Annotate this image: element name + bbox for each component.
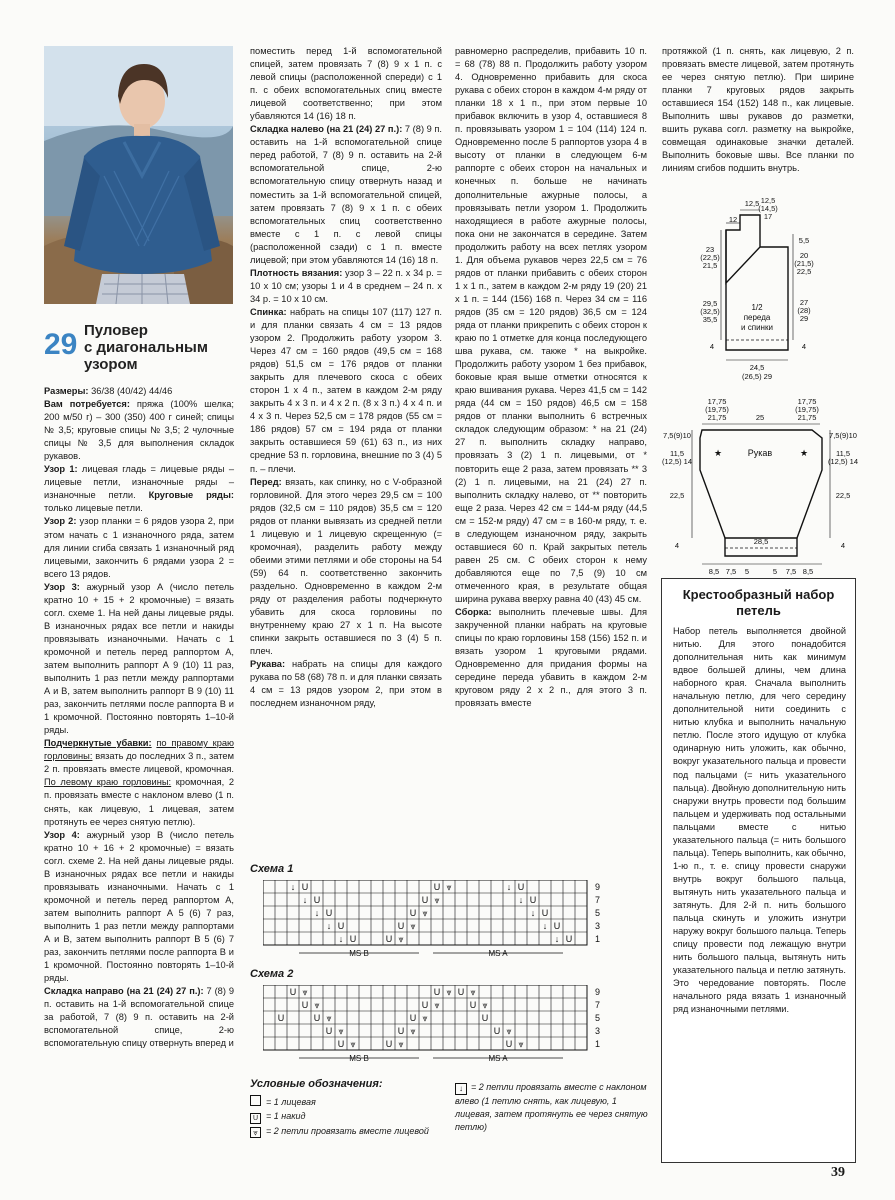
body-left-2b: (32,5) (700, 307, 720, 316)
yarn-over-mark: U (493, 1026, 501, 1036)
yarn-over-mark: U (289, 987, 297, 997)
sleeve-pattern-diagram (662, 398, 858, 578)
chart-row-number: 7 (595, 1000, 601, 1010)
yarn-over-mark: U (553, 921, 561, 931)
decrease-mark: ↓ (302, 895, 308, 905)
decrease-mark: ↓ (554, 934, 560, 944)
sleeve-top-left-b: (19,75) (705, 405, 729, 414)
decrease-mark: ⩔ (398, 934, 404, 944)
sleeve-left-b2: (12,5) 14 (662, 457, 693, 466)
rapport-b-label: MS B (349, 1054, 369, 1063)
rapport-a-label: MS A (488, 1054, 508, 1063)
col1-paragraph: Узор 3: ажурный узор А (число петель кратно 10 + 15 + 2 кромочные) = вязать согл. схеме 1. На ней даны лицевые ряды. В изнаночных рядах все петли и накиды провязывать изнаночными. Начать с 1 кромочной и петель перед раппортом А, затем выполнить раппорт А 9 (10) 11 раз, выполнить 1 раз петли между раппортами А и В, затем выполнить раппорт В 9 (10) 11 раз, закончить петлями после раппорта В и 1 кромочной. Постоянно повторять 1–10-й ряды. (44, 581, 234, 736)
col1-paragraph: Узор 1: лицевая гладь = лицевые ряды – лицевые петли, изнаночные ряды – изнаночные петли. Круговые ряды: только лицевые петли. (44, 464, 234, 514)
col2-paragraph: поместить перед 1-й вспомогательной спицей, затем провязать 7 (8) 9 х 1 п. с левой спицы (расположенной спереди) с 1 п. с обеих вспомогательных спиц вместе лицевой соответственно; при этом убавляются 14 (16) 18 п. (250, 46, 442, 122)
body-bottom-b: (26,5) 29 (741, 372, 773, 381)
yarn-over-mark: U (301, 882, 309, 892)
schema-1-chart (263, 880, 608, 965)
yarn-over-mark: U (505, 1039, 513, 1049)
body-left-1a: 23 (705, 245, 715, 254)
body-right-3b: (28) (797, 306, 811, 315)
yarn-over-mark: U (313, 895, 321, 905)
col1-paragraph: Подчеркнутые убавки: по правому краю горловины: вязать до последних 3 п., затем 2 п. провязать вместе лицевой, кромочная. По левому краю горловины: кромочная, 2 п. провязать вместе с наклоном влево (1 п. снять, как лицевую, 1 лицевая, затем протянуть ее через снятую петлю). (44, 738, 235, 827)
text-column-4 (662, 45, 854, 175)
legend-right (455, 1081, 650, 1134)
legend-k2tog: = 2 петли провязать вместе лицевой (266, 1126, 429, 1136)
sleeve-left-d: 4 (674, 541, 680, 550)
legend-ssk: = 2 петли провязать вместе с наклоном влево (1 петлю снять, как лицевую, 1 лицевая, затем протянуть ее через снятую петлю) (455, 1082, 648, 1132)
col2-paragraph: Складка налево (на 21 (24) 27 п.): 7 (8) 9 п. оставить на 1-й вспомогательной спице перед работой, 7 (8) 9 п. оставить на 2-й вспомогательной спице, 2-ю вспомогательную спицу отвернуть назад и поместить за 1-й вспомогательной спицей, затем провязать 7 (8) 9 х 1 п. с обеих вспомогательных спиц соответственно вместе с 1 п. с левой спицы (расположенной сзади) с 1 п. вместе лицевой; при этом убавляются 14 (16) 18 п. (250, 124, 443, 265)
sleeve-right-b2: (12,5) 14 (827, 457, 858, 466)
col2-paragraph: Плотность вязания: узор 3 – 22 п. х 34 р. = 10 х 10 см; узоры 1 и 4 в среднем – 24 п. х 34 р. = 10 х 10 см. (250, 267, 442, 304)
decrease-mark: ↓ (542, 921, 548, 931)
sleeve-right-b1: 11,5 (835, 449, 851, 458)
sleeve-left-c: 22,5 (669, 491, 685, 500)
decrease-mark: ↓ (326, 921, 332, 931)
col1-paragraph: Размеры: 36/38 (40/42) 44/46 (44, 386, 173, 396)
sleeve-left-a: 7,5(9)10 (663, 431, 691, 440)
chart-row-number: 9 (595, 882, 601, 892)
sleeve-seg-5: 7,5 (785, 567, 797, 576)
body-piece-label: 1/2 переда и спинки (741, 303, 773, 332)
rapport-b-label: MS B (349, 949, 369, 958)
rapport-a-label: MS A (488, 949, 508, 958)
sleeve-seg-3: 5 (744, 567, 750, 576)
body-top-left: 12 (728, 215, 738, 224)
yarn-over-mark: U (433, 987, 441, 997)
body-right-2b: (21,5) (794, 259, 814, 268)
chart-row-number: 1 (595, 934, 601, 944)
sleeve-seg-4: 5 (772, 567, 778, 576)
col2-paragraph: Рукава: набрать на спицы для каждого рукава по 58 (68) 78 п. и для планки связать 4 см = 13 рядов узором 2, при этом в последнем изнаночном ряду, (250, 659, 442, 709)
decrease-mark: ⩔ (398, 1039, 404, 1049)
legend-left (250, 1095, 460, 1138)
chart-row-number: 5 (595, 1013, 601, 1023)
sleeve-top-right-b: (19,75) (795, 405, 819, 414)
schema-1-title: Схема 1 (250, 863, 294, 875)
col1-paragraph: Складка направо (на 21 (24) 27 п.): 7 (8) 9 п. оставить на 1-й вспомогательной спице за работой, 7 (8) 9 п. оставить на 2-й вспомогательной спице, 2-ю вспомогательную спицу отвернуть вперед и (44, 986, 234, 1049)
sleeve-left-b1: 11,5 (669, 449, 685, 458)
col2-paragraph: Спинка: набрать на спицы 107 (117) 127 п. и для планки связать 4 см = 13 рядов узором 2. Продолжить работу узором 3. Через 47 см = 160 рядов (49,5 см = 168 рядов) 51,5 см = 176 рядов от планки закрыть для плечевого скоса с обеих сторон 1 х 4 п., затем в каждом 2-м ряду закрыть 4 х 3 п. и 4 х 2 п. (8 х 3 п.) 4 х 4 п. и 4 х 3 п. Через 52,5 см = 178 рядов (55 см = 186 рядов) 57 см = 194 ряда от планки закрыть оставшиеся 59 (61) 63 п., из них средние 53 п. горловина, внешние по 3 (4) 5 п. – плечи. (250, 306, 442, 474)
decrease-mark: ⩔ (482, 1000, 488, 1010)
body-pattern-diagram (700, 200, 815, 385)
sleeve-top-left-a: 17,75 (707, 398, 727, 406)
sleeve-top-right-a: 17,75 (797, 398, 817, 406)
chart-row-number: 7 (595, 895, 601, 905)
yarn-over-mark: U (301, 1000, 309, 1010)
box-body: Набор петель выполняется двойной нитью. Для этого понадобится дополнительная нить как минимум вдвое большей длины, чем длина наборного края. Сначала выполнить начальную петлю, для чего середину дополнительной нити соединить с нитью клубка и выполнить начальную петлю. После этого идущую от клубка одинарную нить уложить, как обычно, вокруг указательного пальца и провести под пальцами (= нить указательного пальца). Двойную дополнительную нить снаружи внутрь провести под большим пальцем и удерживать под остальными пальцами вместе с нитью указательного пальца (= нить большого пальца). Теперь выполнить, как обычно, 1-ю п., т. е. спицу провести снаружи внутрь вокруг большого пальца, вытянуть нить указательного пальца и затянуть. Для 2-й п. нить большого пальца скинуть и уложить изнутри наружу вокруг большого пальца. Теперь спицу провести под лежащую внутри нить большого пальца, вытянуть нить указательного пальца и петлю затянуть. Это чередование повторять. После начального ряда вязать 1 изнаночный ряд изнаночными петлями. (673, 626, 846, 1015)
yarn-over-mark: U (409, 908, 417, 918)
pattern-title (44, 322, 234, 377)
col3-paragraph: Сборка: выполнить плечевые швы. Для закрученной планки набрать на круговые спицы по краю горловины 158 (156) 152 п. и вязать узором 1 круговыми рядами. Одновременно для придания формы на середине переда убавить в каждом 2-м круговом ряду 2 х 2 п., для этого 3 п. провязать вместе (455, 607, 647, 709)
decrease-mark: ⩔ (350, 1039, 356, 1049)
yarn-over-symbol: U (250, 1113, 261, 1124)
chart-row-number: 3 (595, 1026, 601, 1036)
yarn-over-mark: U (541, 908, 549, 918)
decrease-mark: ⩔ (518, 1039, 524, 1049)
yarn-over-mark: U (457, 987, 465, 997)
decrease-mark: ⩔ (422, 1013, 428, 1023)
body-right-1: 5,5 (798, 236, 810, 245)
col2-paragraph: Перед: вязать, как спинку, но с V-образной горловиной. Для этого через 29,5 см = 100 рядов (32,5 см = 110 рядов) 35,5 см = 120 рядов от планки вывязать из средней петли 1 лицевую и 1 лицевую скрещенную (= кромочная), разделить работу между обеими этими петлями и обе стороны на 54 (59) 64 п. соответственно закончить раздельно. Одновременно в каждом 2-м ряду от разделения работы подчеркнуто убавить для скоса горловины по внутреннему краю 27 х 1 п. На высоте спинки закрыть оставшиеся по 3 (4) 5 п. плеч. (250, 476, 442, 657)
decrease-mark: ⩔ (434, 895, 440, 905)
title-line-3: узором (84, 356, 138, 373)
sleeve-mark-right: ★ (800, 448, 809, 458)
sleeve-bottom-a: 28,5 (753, 537, 769, 546)
schema-2-title: Схема 2 (250, 968, 294, 980)
body-left-bottom: 4 (709, 342, 715, 351)
pattern-number: 29 (44, 328, 78, 361)
chart-row-number: 3 (595, 921, 601, 931)
decrease-mark: ⩔ (302, 987, 308, 997)
body-left-2a: 29,5 (702, 299, 718, 308)
legend-title: Условные обозначения: (250, 1078, 383, 1090)
col1-paragraph: Узор 2: узор планки = 6 рядов узора 2, при этом начать с 1 изнаночного ряда, затем для линии сгиба связать 1 изнаночный ряд лицевыми, закончить 6 рядами узора 2 = всего 13 рядов. (44, 516, 234, 579)
body-top-dim-line1: 12,5 (760, 196, 776, 205)
body-right-2a: 20 (799, 251, 809, 260)
decrease-mark: ⩔ (506, 1026, 512, 1036)
yarn-over-mark: U (397, 921, 405, 931)
schema-2-chart (263, 985, 608, 1070)
yarn-over-mark: U (337, 1039, 345, 1049)
body-right-2c: 22,5 (796, 267, 812, 276)
yarn-over-mark: U (337, 921, 345, 931)
chart-row-number: 5 (595, 908, 601, 918)
page-number: 39 (831, 1165, 845, 1180)
model-photo (44, 46, 233, 304)
title-line-2: с диагональным (84, 339, 208, 356)
ssk-symbol: ↓ (455, 1083, 467, 1095)
body-right-bottom: 4 (801, 342, 807, 351)
decrease-mark: ⩔ (434, 1000, 440, 1010)
body-top-dim-line2: (14,5) (758, 204, 778, 213)
chart-row-number: 1 (595, 1039, 601, 1049)
decrease-mark: ⩔ (446, 882, 452, 892)
yarn-over-mark: U (421, 1000, 429, 1010)
sleeve-seg-1: 8,5 (708, 567, 720, 576)
cast-on-info-box (661, 578, 856, 1163)
yarn-over-mark: U (325, 908, 333, 918)
sleeve-right-a: 7,5(9)10 (829, 431, 857, 440)
decrease-mark: ⩔ (326, 1013, 332, 1023)
yarn-over-mark: U (313, 1013, 321, 1023)
yarn-over-mark: U (277, 1013, 285, 1023)
decrease-mark: ↓ (518, 895, 524, 905)
col1-paragraph: Вам потребуется: пряжа (100% шелка; 200 м/50 г) – 300 (350) 400 г синей; спицы № 3,5; круговые спицы № 3,5; 2 чулочные спицы № 3,5 для выполнения складок рукавов. (44, 399, 234, 462)
purl-symbol (250, 1095, 261, 1106)
decrease-mark: ⩔ (470, 987, 476, 997)
text-column-2 (250, 45, 442, 710)
yarn-over-mark: U (517, 882, 525, 892)
yarn-over-mark: U (349, 934, 357, 944)
decrease-mark: ⩔ (410, 921, 416, 931)
sleeve-right-c: 22,5 (835, 491, 851, 500)
text-column-1 (44, 385, 234, 1050)
title-line-1: Пуловер (84, 322, 148, 339)
yarn-over-mark: U (325, 1026, 333, 1036)
box-title: Крестообразный набор петель (682, 587, 835, 618)
chart-row-number: 9 (595, 987, 601, 997)
text-column-3 (455, 45, 647, 710)
sleeve-seg-6: 8,5 (802, 567, 814, 576)
yarn-over-mark: U (409, 1013, 417, 1023)
yarn-over-mark: U (469, 1000, 477, 1010)
sleeve-top-mid: 25 (755, 413, 765, 422)
sleeve-top-left-c: 21,75 (707, 413, 727, 422)
sleeve-piece-label: Рукав (747, 448, 773, 458)
yarn-over-mark: U (397, 1026, 405, 1036)
decrease-mark: ↓ (338, 934, 344, 944)
yarn-over-mark: U (529, 895, 537, 905)
body-top-dim-1: 12,5 (744, 200, 760, 208)
decrease-mark: ⩔ (314, 1000, 320, 1010)
decrease-mark: ⩔ (410, 1026, 416, 1036)
body-left-1b: (22,5) (700, 253, 720, 262)
sleeve-top-right-c: 21,75 (797, 413, 817, 422)
col4-paragraph: протяжкой (1 п. снять, как лицевую, 2 п. провязать вместе лицевой, затем протянуть ее через снятую петлю). При ширине планки 7 круговых рядов закрыть оставшиеся 154 (152) 148 п., как лицевые. Выполнить швы рукавов до разметки, вшить рукава согл. разметку на выкройке, совмещая одинаковые значки деталей. Выполнить боковые швы. Все планки по линиям сгибов подшить внутрь. (662, 46, 854, 174)
yarn-over-mark: U (565, 934, 573, 944)
decrease-mark: ↓ (314, 908, 320, 918)
yarn-over-mark: U (421, 895, 429, 905)
decrease-mark: ↓ (530, 908, 536, 918)
body-left-1c: 21,5 (702, 261, 718, 270)
decrease-mark: ⩔ (338, 1026, 344, 1036)
yarn-over-mark: U (385, 1039, 393, 1049)
decrease-mark: ↓ (506, 882, 512, 892)
k2tog-symbol: ⩔ (250, 1127, 261, 1138)
body-right-3a: 27 (799, 298, 809, 307)
body-right-3c: 29 (799, 314, 809, 323)
col3-paragraph: равномерно распределив, прибавить 10 п. = 68 (78) 88 п. Продолжить работу узором 4. Одновременно прибавить для скоса рукава с обеих сторон в каждом 4-м ряду от планки 18 х 1 п., при этом первые 10 прибавок включить в узор 4, оставшиеся 8 п. провязывать узором 1 = 104 (114) 124 п. Одновременно после 5 раппортов узора 4 в высоту от планки в следующем 6-м раппорте с обеих сторон на начальных и конечных п. больше не начинать дополнительные ажурные полосы, а провязывать петли узором 1. Продолжить находящиеся в работе ажурные полосы, пока они не закончатся в середине. Затем продолжить работу на всех петлях узором 1. Для объема рукавов через 22,5 см = 76 рядов от планки прибавить с обеих сторон 1 х 1 п., затем в каждом 2-м ряду 19 (20) 21 х 1 п. = 144 (156) 168 п. Через 34 см = 116 рядов (35 см = 120 рядов) 36,5 см = 124 ряда от планки прикрепить с обеих сторон к краю по 1 отметке для конца последующего шва рукава, см. также * на выкройке. Продолжить работу узором 1 без прибавок, боковые края выше отметки относятся к краю вшивания рукава. Через 41,5 см = 142 ряда (44 см = 150 рядов) 46,5 см = 158 рядов от планки выполнить 6 встречных складок следующим образом: * на 21 (24) 27 п. выполнить складку направо, провязать 3 (2) 1 п. лицевыми, от * повторить еще 2 раза, затем провязать ** 3 (2) 1 п. лицевыми, на 21 (24) 27 п. выполнить складку налево, от ** повторить еще 2 раза. Через 42 см = 144-м ряду (44,5 см = 152-м ряду) 47 см = в 160-м ряду, т. е. в следующем изнаночном ряду, закрыть оставшиеся 60 п. Край закрытых петель равен 25 см. С обеих сторон к нему добавляются еще по 7,5 (9) 10 см отмеченного края, в результате общая ширина рукава вверху равна 40 (43) 45 см. (455, 46, 647, 604)
decrease-mark: ↓ (290, 882, 296, 892)
sleeve-right-d: 4 (840, 541, 846, 550)
sleeve-seg-2: 7,5 (725, 567, 737, 576)
yarn-over-mark: U (433, 882, 441, 892)
legend-purl: = 1 лицевая (266, 1097, 316, 1107)
body-bottom-a: 24,5 (749, 363, 765, 372)
col1-paragraph: Узор 4: ажурный узор В (число петель кратно 10 + 16 + 2 кромочные) = вязать согл. схеме 2. На ней даны лицевые ряды. В изнаночных рядах все петли и накиды провязывать изнаночными. Начать с 1 кромочной и петель перед раппортом А, затем выполнить раппорт А 5 (6) 7 раз, выполнить 1 раз петли между раппортами А и В, затем выполнить раппорт В 5 (6) 7 раз, закончить петлями после раппорта В и 1 кромочной. Постоянно повторять 1–10-й ряды. (44, 829, 234, 984)
legend-yarn-over: = 1 накид (266, 1111, 306, 1121)
decrease-mark: ⩔ (422, 908, 428, 918)
body-top-dim-line3: 17 (763, 212, 773, 221)
yarn-over-mark: U (385, 934, 393, 944)
decrease-mark: ⩔ (446, 987, 452, 997)
sleeve-mark-left: ★ (714, 448, 723, 458)
yarn-over-mark: U (481, 1013, 489, 1023)
body-left-2c: 35,5 (702, 315, 718, 324)
